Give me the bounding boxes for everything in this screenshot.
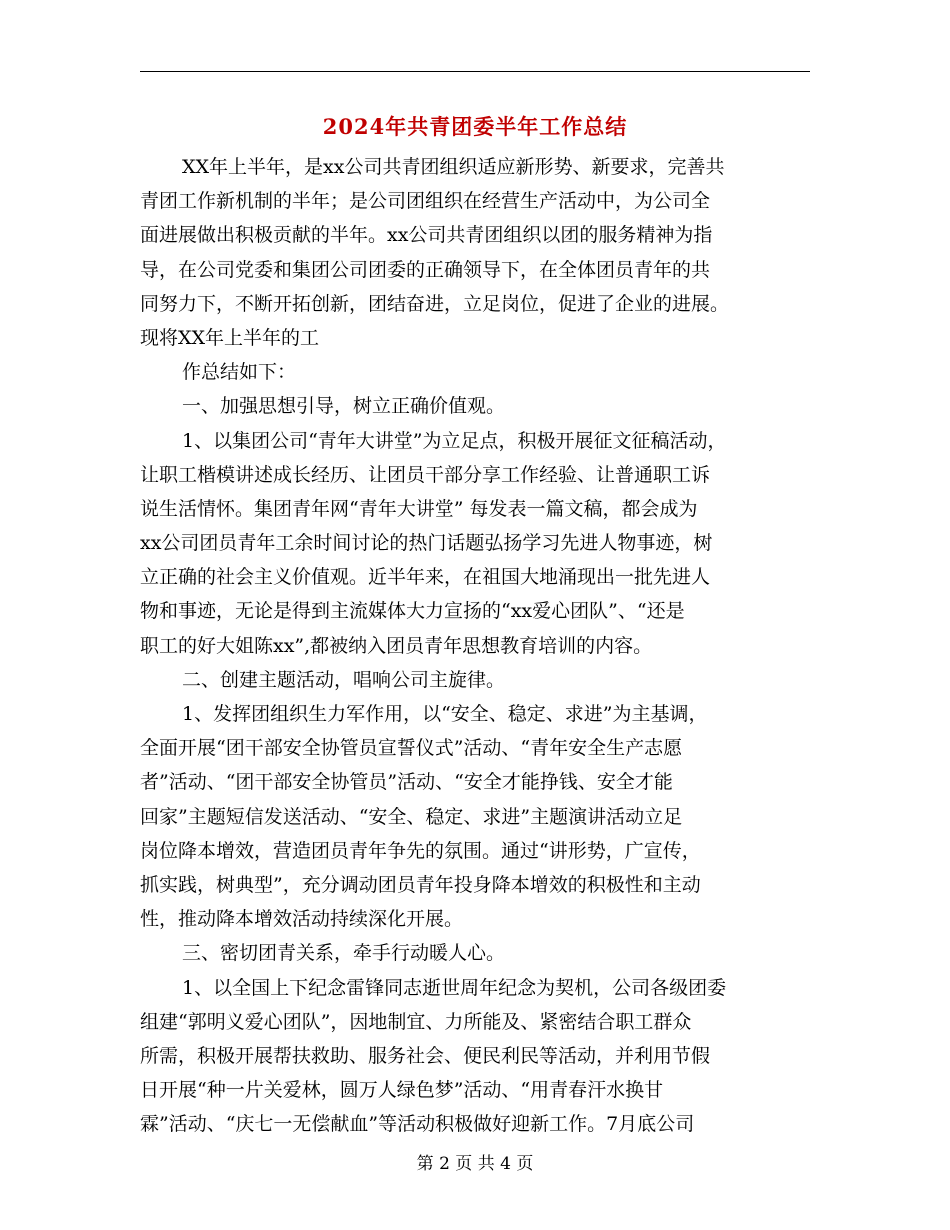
body-line: 物和事迹，无论是得到主流媒体大力宣扬的“xx爱心团队”、“还是 <box>140 600 685 623</box>
body-line: 二、创建主题活动，唱响公司主旋律。 <box>182 668 506 691</box>
body-line: 作总结如下： <box>182 361 297 384</box>
body-line: 者”活动、“团干部安全协管员”活动、“安全才能挣钱、安全才能 <box>140 771 673 794</box>
header-rule <box>140 71 810 72</box>
body-line: 让职工楷模讲述成长经历、让团员干部分享工作经验、让普通职工诉 <box>140 463 711 486</box>
body-line: 一、加强思想引导，树立正确价值观。 <box>182 395 506 418</box>
body-line: XX年上半年，是xx公司共青团组织适应新形势、新要求，完善共 <box>182 156 725 178</box>
body-line: 性，推动降本增效活动持续深化开展。 <box>140 908 464 931</box>
body-line: 1、以集团公司“青年大讲堂”为立足点，积极开展征文征稿活动， <box>182 429 727 452</box>
body-line: 全面开展“团干部安全协管员宣誓仪式”活动、“青年安全生产志愿 <box>140 737 683 760</box>
body-line: 1、发挥团组织生力军作用，以“安全、稳定、求进”为主基调， <box>182 703 708 725</box>
body-line: 导，在公司党委和集团公司团委的正确领导下，在全体团员青年的共 <box>140 258 711 281</box>
document-title: 2024年共青团委半年工作总结 <box>322 114 628 139</box>
body-line: 同努力下，不断开拓创新，团结奋进，立足岗位，促进了企业的进展。 <box>140 292 730 315</box>
body-line: 立正确的社会主义价值观。近半年来，在祖国大地涌现出一批先进人 <box>140 566 711 589</box>
body-line: 面进展做出积极贡献的半年。xx公司共青团组织以团的服务精神为指 <box>140 224 713 247</box>
body-line: xx公司团员青年工余时间讨论的热门话题弘扬学习先进人物事迹，树 <box>140 532 713 555</box>
document-body <box>140 150 810 1141</box>
body-line: 职工的好大姐陈xx”,都被纳入团员青年思想教育培训的内容。 <box>140 634 653 657</box>
body-line: 1、以全国上下纪念雷锋同志逝世周年纪念为契机，公司各级团委 <box>182 976 727 999</box>
body-line: 青团工作新机制的半年；是公司团组织在经营生产活动中，为公司全 <box>140 190 711 213</box>
body-line: 日开展“种一片关爱林，圆万人绿色梦”活动、“用青春汗水换甘 <box>140 1079 664 1102</box>
body-line: 说生活情怀。集团青年网“青年大讲堂” 每发表一篇文稿，都会成为 <box>140 497 698 520</box>
body-line: 回家”主题短信发送活动、“安全、稳定、求进”主题演讲活动立足 <box>140 805 683 828</box>
body-line: 现将XX年上半年的工 <box>140 326 320 349</box>
body-line: 岗位降本增效，营造团员青年争先的氛围。通过“讲形势，广宣传， <box>140 839 701 862</box>
body-line: 霖”活动、“庆七一无偿献血”等活动积极做好迎新工作。7月底公司 <box>140 1113 695 1136</box>
body-line: 所需，积极开展帮扶救助、服务社会、便民利民等活动，并利用节假 <box>140 1044 711 1067</box>
body-line: 三、密切团青关系，牵手行动暖人心。 <box>182 942 506 965</box>
body-line: 抓实践，树典型”，充分调动团员青年投身降本增效的积极性和主动 <box>140 873 701 896</box>
body-line: 组建“郭明义爱心团队”，因地制宜、力所能及、紧密结合职工群众 <box>140 1010 692 1033</box>
page-footer: 第 2 页 共 4 页 <box>416 1154 534 1174</box>
